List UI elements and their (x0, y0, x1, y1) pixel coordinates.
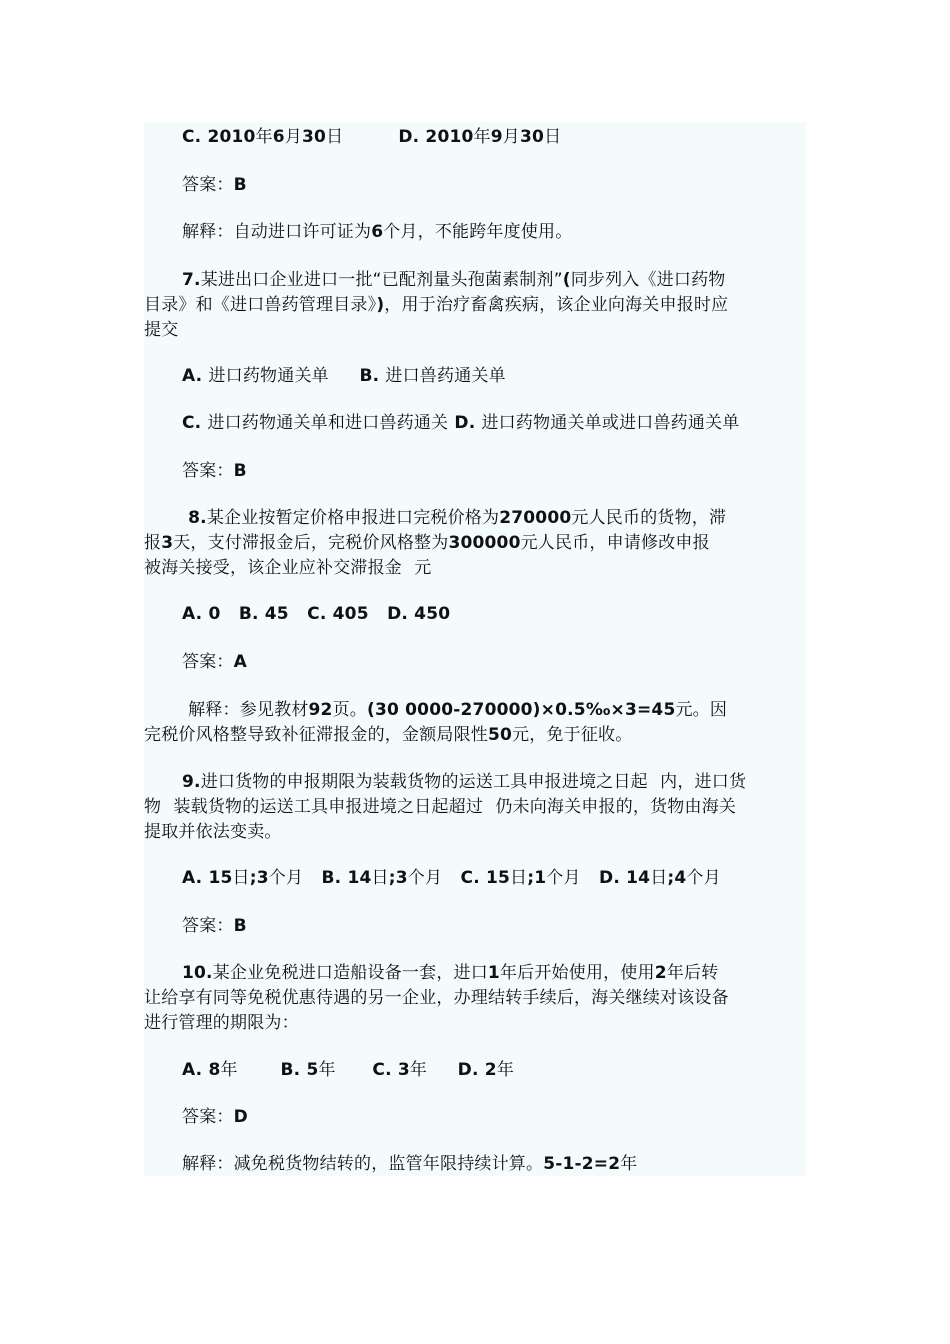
q9-question-line1: 9.进口货物的申报期限为装载货物的运送工具申报进境之日起 内，进口货 (182, 772, 747, 792)
q8-options: A. 0 B. 45 C. 405 D. 450 (182, 604, 451, 624)
q8-question-line2: 报3天，支付滞报金后，完税价风格整为300000元人民币，申请修改申报 (144, 533, 710, 553)
q10-question-line2: 让给享有同等免税优惠待遇的另一企业，办理结转手续后，海关继续对该设备 (144, 988, 729, 1008)
q7-options-ab: A. 进口药物通关单 B. 进口兽药通关单 (182, 366, 506, 386)
q9-question-line3: 提取并依法变卖。 (144, 822, 282, 842)
q7-options-cd: C. 进口药物通关单和进口兽药通关 D. 进口药物通关单或进口兽药通关单 (182, 413, 740, 433)
q8-explanation-line2: 完税价风格整导致补征滞报金的，金额局限性50元，免于征收。 (144, 725, 633, 745)
q7-question-line3: 提交 (144, 320, 179, 340)
q8-question-line3: 被海关接受，该企业应补交滞报金 元 (144, 558, 432, 578)
q10-answer: 答案：D (182, 1107, 248, 1127)
q8-question-line1: 8.某企业按暂定价格申报进口完税价格为270000元人民币的货物，滞 (182, 508, 727, 528)
q6-options-cd: C. 2010年6月30日 D. 2010年9月30日 (182, 127, 562, 147)
q8-explanation-line1: 解释：参见教材92页。(30 0000-270000)×0.5‰×3=45元。因 (188, 700, 728, 720)
q9-question-line2: 物 装载货物的运送工具申报进境之日起超过 仍未向海关申报的，货物由海关 (144, 797, 737, 817)
q10-question-line3: 进行管理的期限为： (144, 1013, 299, 1033)
q10-options: A. 8年 B. 5年 C. 3年 D. 2年 (182, 1060, 515, 1080)
q10-explanation: 解释：减免税货物结转的，监管年限持续计算。5-1-2=2年 (182, 1154, 638, 1174)
q7-question-line1: 7.某进出口企业进口一批“已配剂量头孢菌素制剂”(同步列入《进口药物 (182, 270, 726, 290)
q9-options: A. 15日;3个月 B. 14日;3个月 C. 15日;1个月 D. 14日;4个月 (182, 868, 721, 888)
q10-question-line1: 10.某企业免税进口造船设备一套，进口1年后开始使用，使用2年后转 (182, 963, 719, 983)
q6-explanation: 解释：自动进口许可证为6个月，不能跨年度使用。 (182, 222, 573, 242)
q7-answer: 答案：B (182, 461, 247, 481)
q6-answer: 答案：B (182, 175, 247, 195)
q7-question-line2: 目录》和《进口兽药管理目录》)，用于治疗畜禽疾病，该企业向海关申报时应 (144, 295, 729, 315)
q9-answer: 答案：B (182, 916, 247, 936)
q8-answer: 答案：A (182, 652, 247, 672)
